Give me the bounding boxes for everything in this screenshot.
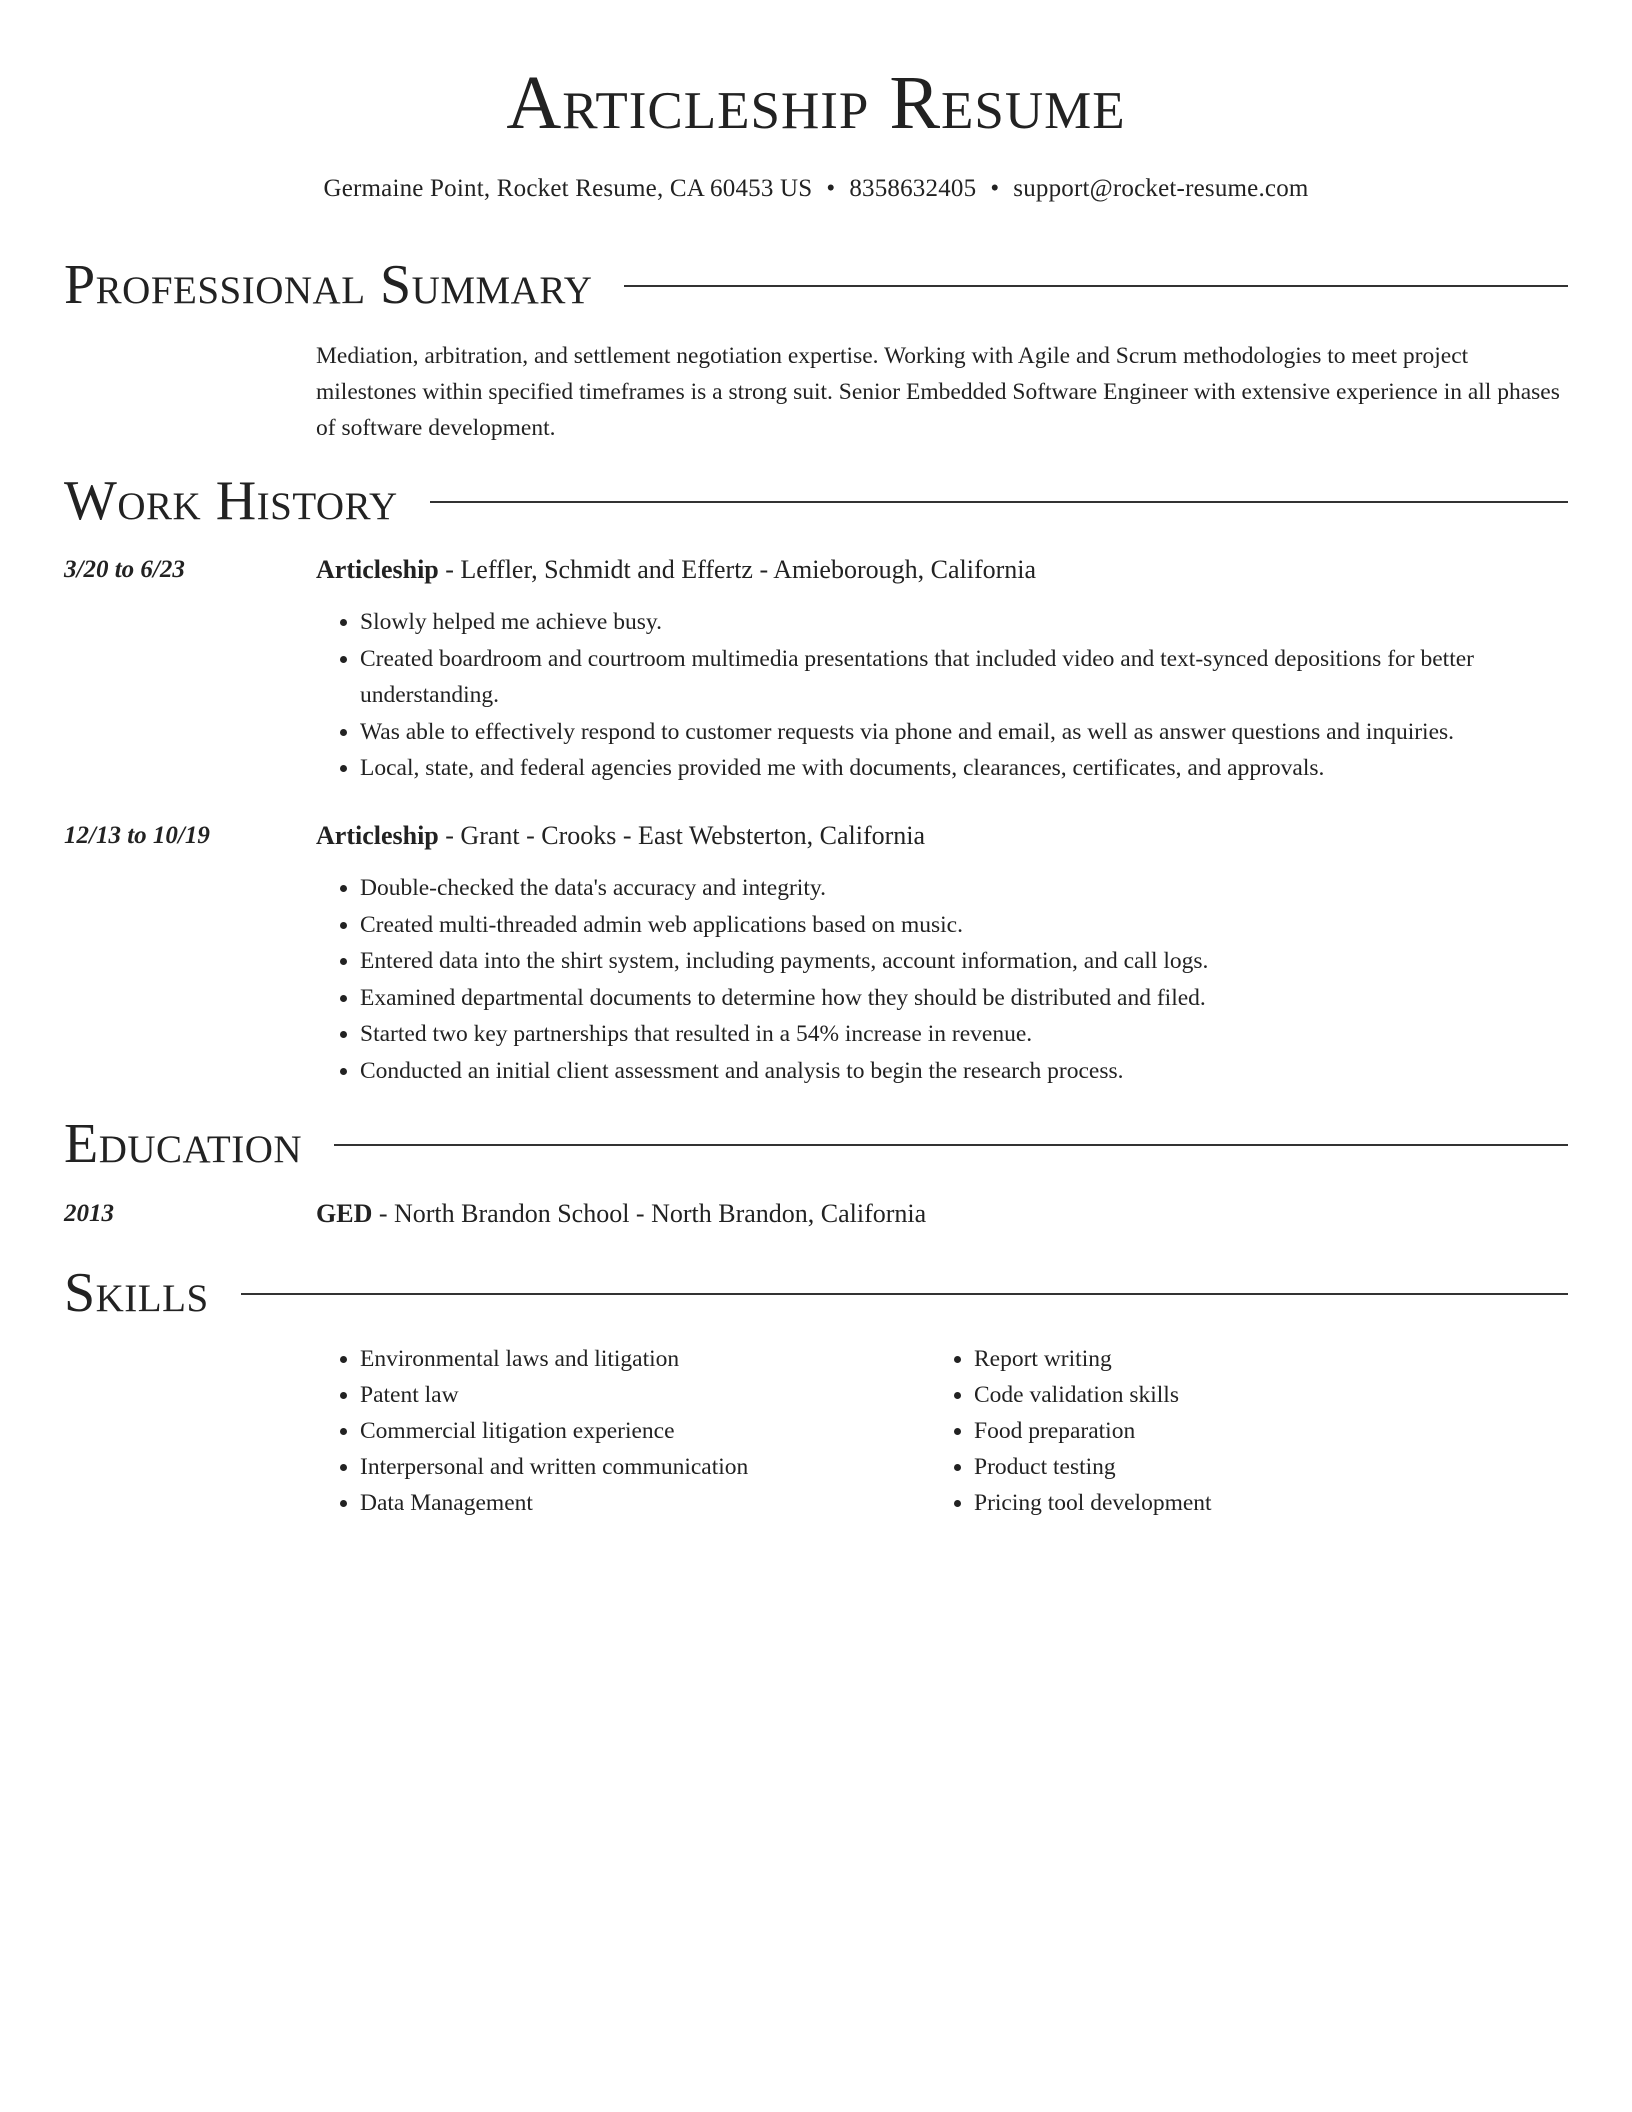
contact-address: Germaine Point, Rocket Resume, CA 60453 US xyxy=(323,175,813,202)
job-header xyxy=(316,818,925,854)
resume-title: Articleship Resume xyxy=(506,61,1126,145)
contact-email: support@rocket-resume.com xyxy=(1013,175,1309,202)
skills-list-left xyxy=(316,1341,748,1521)
section-divider xyxy=(334,1144,1568,1146)
list-item: • Local, state, and federal agencies provided me with documents, clearances, certificates, and approvals. xyxy=(360,750,1572,787)
section-divider xyxy=(430,501,1568,503)
education-year: 2013 xyxy=(64,1200,114,1227)
job-bullets xyxy=(316,604,1572,787)
section-heading: Professional Summary xyxy=(64,254,593,316)
list-item: • Was able to effectively respond to customer requests via phone and email, as well as answer questions and inquiries. xyxy=(360,714,1572,751)
list-item: • Created multi-threaded admin web applications based on music. xyxy=(360,907,1572,944)
list-item: • Started two key partnerships that resulted in a 54% increase in revenue. xyxy=(360,1016,1572,1053)
job-header xyxy=(316,552,1036,588)
list-item: • Entered data into the shirt system, including payments, account information, and call logs. xyxy=(360,943,1572,980)
list-item: • Patent law xyxy=(360,1377,748,1413)
contact-separator: • xyxy=(826,175,836,202)
job-dates: 3/20 to 6/23 xyxy=(64,556,185,583)
contact-separator: • xyxy=(990,175,1000,202)
education-degree: GED xyxy=(316,1199,373,1228)
list-item: • Conducted an initial client assessment and analysis to begin the research process. xyxy=(360,1053,1572,1090)
list-item: • Slowly helped me achieve busy. xyxy=(360,604,1572,641)
list-item: • Food preparation xyxy=(974,1413,1212,1449)
list-item: • Double-checked the data's accuracy and integrity. xyxy=(360,870,1572,907)
job-details: - Leffler, Schmidt and Effertz - Amieborough, California xyxy=(438,555,1037,584)
section-work-history xyxy=(64,466,1568,536)
section-divider xyxy=(624,285,1568,287)
section-heading: Education xyxy=(64,1113,303,1175)
list-item: • Report writing xyxy=(974,1341,1212,1377)
list-item: • Created boardroom and courtroom multimedia presentations that included video and text-synced depositions for better understanding. xyxy=(360,641,1572,714)
job-title: Articleship xyxy=(316,821,439,850)
section-divider xyxy=(241,1293,1568,1295)
list-item: • Data Management xyxy=(360,1485,748,1521)
contact-phone: 8358632405 xyxy=(849,175,977,202)
education-header xyxy=(316,1196,926,1232)
summary-text: Mediation, arbitration, and settlement negotiation expertise. Working with Agile and Scrum methodologies to meet project milestones within specified timeframes is a strong suit. Senior Embedded Software Engineer with extensive experience in all phases of software development. xyxy=(316,343,1560,441)
contact-line xyxy=(0,172,1632,206)
section-skills xyxy=(64,1258,1568,1328)
section-heading: Work History xyxy=(64,470,398,532)
list-item: • Pricing tool development xyxy=(974,1485,1212,1521)
education-details: - North Brandon School - North Brandon, California xyxy=(372,1199,927,1228)
job-bullets xyxy=(316,870,1572,1089)
job-title: Articleship xyxy=(316,555,439,584)
list-item: • Code validation skills xyxy=(974,1377,1212,1413)
section-heading: Skills xyxy=(64,1262,209,1324)
list-item: • Product testing xyxy=(974,1449,1212,1485)
job-dates: 12/13 to 10/19 xyxy=(64,822,210,849)
list-item: • Commercial litigation experience xyxy=(360,1413,748,1449)
section-professional-summary xyxy=(64,250,1568,320)
list-item: • Examined departmental documents to determine how they should be distributed and filed. xyxy=(360,980,1572,1017)
skills-list-right xyxy=(930,1341,1212,1521)
job-details: - Grant - Crooks - East Websterton, California xyxy=(438,821,926,850)
section-education xyxy=(64,1109,1568,1179)
list-item: • Interpersonal and written communication xyxy=(360,1449,748,1485)
list-item: • Environmental laws and litigation xyxy=(360,1341,748,1377)
